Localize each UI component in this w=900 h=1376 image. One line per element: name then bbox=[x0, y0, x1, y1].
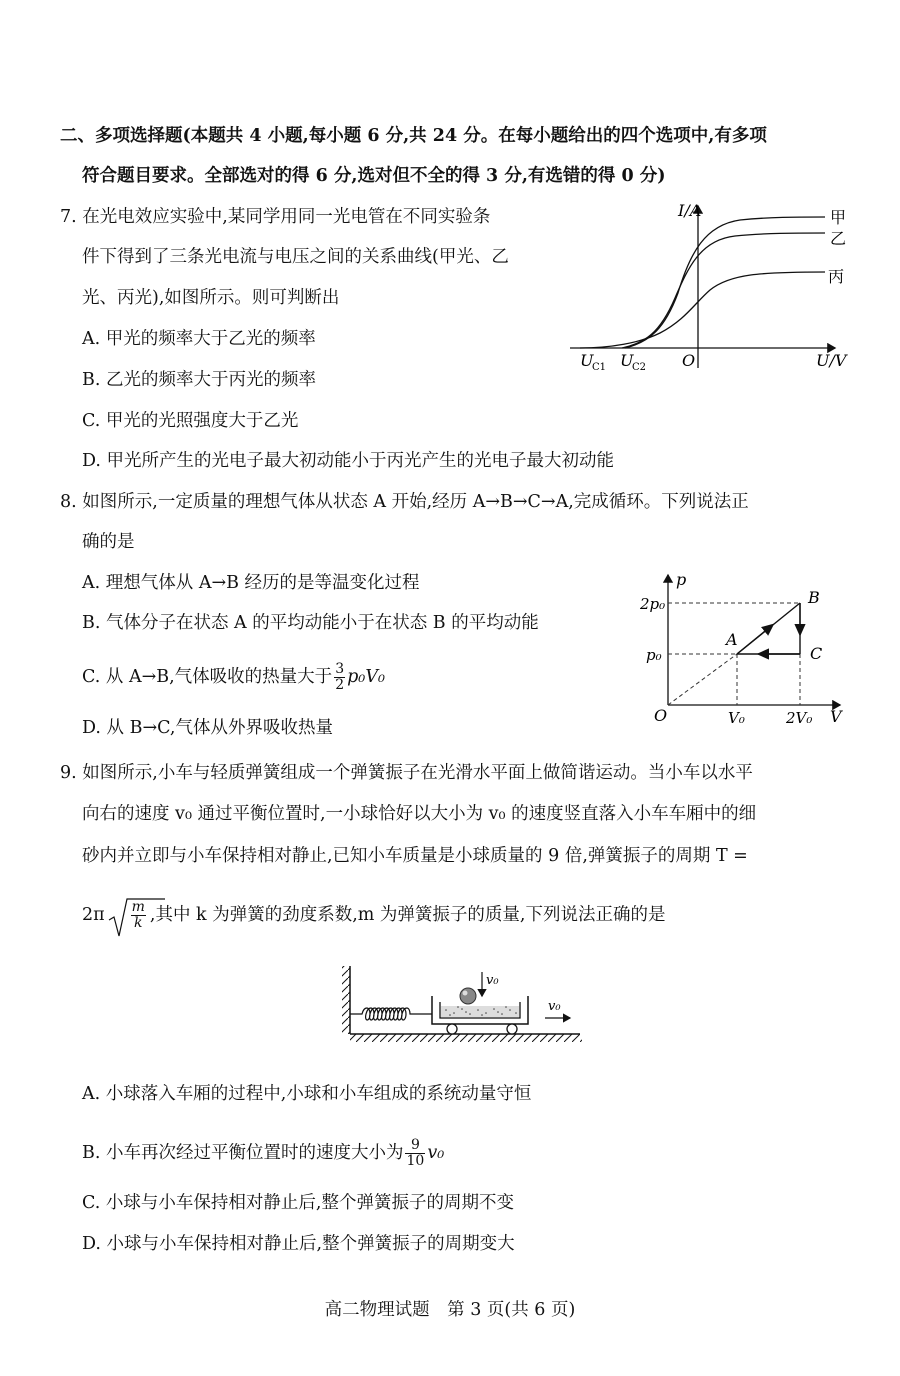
q9-option-c: C. 小球与小车保持相对静止后,整个弹簧振子的周期不变 bbox=[82, 1193, 514, 1213]
q7-uc2-subscript: C2 bbox=[632, 362, 647, 373]
q8-pv-graph bbox=[640, 565, 850, 730]
q8-tick-2v0: 2V₀ bbox=[786, 709, 813, 727]
q8-tick-v0: V₀ bbox=[728, 709, 745, 727]
q8-point-c-label: C bbox=[810, 644, 823, 663]
q8-option-c bbox=[82, 662, 385, 693]
q9-option-b bbox=[82, 1138, 444, 1169]
q7-x-axis-label: U/V bbox=[816, 351, 847, 370]
q9-b-fraction-numerator: 9 bbox=[405, 1138, 425, 1154]
q8-stem-line1: 8. 如图所示,一定质量的理想气体从状态 A 开始,经历 A→B→C→A,完成循环。下列说法正 bbox=[60, 492, 749, 512]
q8-option-b: B. 气体分子在状态 A 的平均动能小于在状态 B 的平均动能 bbox=[82, 613, 539, 633]
q7-curve-yi-label: 乙 bbox=[830, 229, 847, 248]
q9-spring bbox=[350, 1008, 432, 1020]
q9-ball bbox=[460, 988, 476, 1004]
q7-uc2-label: U bbox=[620, 351, 634, 370]
q9-stem-line2: 向右的速度 v₀ 通过平衡位置时,一小球恰好以大小为 v₀ 的速度竖直落入小车车厢中的细 bbox=[82, 804, 757, 824]
q8-option-c-text: C. 从 A→B,气体吸收的热量大于 bbox=[82, 667, 333, 687]
q8-point-a-label: A bbox=[726, 630, 738, 649]
q9-fraction-denominator: k bbox=[134, 915, 143, 931]
q9-stem-line1: 9. 如图所示,小车与轻质弹簧组成一个弹簧振子在光滑水平面上做简谐运动。当小车以水平 bbox=[60, 763, 753, 783]
q7-iu-graph bbox=[570, 198, 850, 373]
q9-stem-line4-text: ,其中 k 为弹簧的劲度系数,m 为弹簧振子的质量,下列说法正确的是 bbox=[149, 905, 666, 925]
q9-option-b-quantity: v₀ bbox=[427, 1143, 445, 1163]
q8-arrow-ab bbox=[737, 627, 770, 654]
q8-option-c-quantity: p₀V₀ bbox=[347, 667, 385, 687]
q8-fraction-numerator: 3 bbox=[335, 661, 345, 677]
q8-point-b-label: B bbox=[808, 588, 820, 607]
q9-period-prefix: 2π bbox=[82, 905, 105, 925]
q9-floor-hatch bbox=[350, 1034, 582, 1042]
q7-option-d: D. 甲光所产生的光电子最大初动能小于丙光产生的光电子最大初动能 bbox=[82, 451, 615, 471]
q9-sand bbox=[441, 1006, 519, 1017]
q9-b-fraction-denominator: 10 bbox=[406, 1153, 425, 1169]
page-footer: 高二物理试题 第 3 页(共 6 页) bbox=[324, 1300, 576, 1320]
q7-option-b: B. 乙光的频率大于丙光的频率 bbox=[82, 370, 316, 390]
q7-option-c: C. 甲光的光照强度大于乙光 bbox=[82, 411, 299, 431]
q8-stem-line2: 确的是 bbox=[82, 532, 135, 552]
q8-option-a: A. 理想气体从 A→B 经历的是等温变化过程 bbox=[82, 573, 420, 593]
q7-stem-line3: 光、丙光),如图所示。则可判断出 bbox=[82, 288, 340, 308]
q9-ball-highlight bbox=[463, 991, 468, 996]
q7-curve-jia-label: 甲 bbox=[830, 208, 847, 227]
q7-uc1-subscript: C1 bbox=[592, 362, 607, 373]
q9-wall-hatch bbox=[342, 966, 350, 1034]
q8-option-d: D. 从 B→C,气体从外界吸收热量 bbox=[82, 718, 333, 738]
q9-wheel-right bbox=[507, 1024, 517, 1034]
q7-uc1-label: U bbox=[580, 351, 594, 370]
q8-p-axis-label: p bbox=[676, 570, 687, 589]
q7-stem-line1: 7. 在光电效应实验中,某同学用同一光电管在不同实验条 bbox=[60, 207, 491, 227]
q7-curve-bing-label: 丙 bbox=[828, 267, 845, 286]
q9-cart-velocity-label: v₀ bbox=[548, 999, 561, 1014]
q7-option-a: A. 甲光的频率大于乙光的频率 bbox=[82, 329, 316, 349]
q7-curve-jia bbox=[625, 217, 825, 348]
q9-sqrt bbox=[107, 900, 148, 931]
section-heading-line2: 符合题目要求。全部选对的得 6 分,选对但不全的得 3 分,有选错的得 0 分) bbox=[82, 166, 666, 186]
q7-stem-line2: 件下得到了三条光电流与电压之间的关系曲线(甲光、乙 bbox=[82, 247, 509, 267]
q9-stem-line3: 砂内并立即与小车保持相对静止,已知小车质量是小球质量的 9 倍,弹簧振子的周期 T = bbox=[82, 846, 748, 866]
q9-fraction-numerator: m bbox=[131, 899, 145, 915]
q8-option-c-fraction bbox=[334, 662, 345, 693]
q9-option-b-fraction bbox=[405, 1138, 425, 1169]
q9-cart-spring-diagram bbox=[340, 962, 585, 1047]
q9-ball-velocity-label: v₀ bbox=[486, 973, 499, 988]
q7-curve-yi bbox=[622, 233, 825, 348]
q9-radical-sign bbox=[107, 896, 167, 940]
q8-tick-2p0: 2p₀ bbox=[640, 595, 666, 613]
q8-origin-label: O bbox=[654, 706, 668, 725]
q9-stem-line4 bbox=[82, 900, 666, 931]
q7-curve-bing bbox=[580, 272, 825, 348]
q8-tick-p0: p₀ bbox=[646, 646, 662, 664]
section-heading-line1: 二、多项选择题(本题共 4 小题,每小题 6 分,共 24 分。在每小题给出的四个选项中,有多项 bbox=[60, 126, 767, 146]
q9-option-a: A. 小球落入车厢的过程中,小球和小车组成的系统动量守恒 bbox=[82, 1084, 532, 1104]
q7-origin-label: O bbox=[682, 351, 696, 370]
q9-option-d: D. 小球与小车保持相对静止后,整个弹簧振子的周期变大 bbox=[82, 1234, 515, 1254]
q7-y-axis-label: I/A bbox=[678, 201, 702, 220]
q8-fraction-denominator: 2 bbox=[335, 677, 345, 693]
q9-wheel-left bbox=[447, 1024, 457, 1034]
q8-dashed-origin-line bbox=[668, 654, 737, 705]
q8-v-axis-label: V bbox=[830, 707, 842, 726]
q9-option-b-text: B. 小车再次经过平衡位置时的速度大小为 bbox=[82, 1143, 404, 1163]
